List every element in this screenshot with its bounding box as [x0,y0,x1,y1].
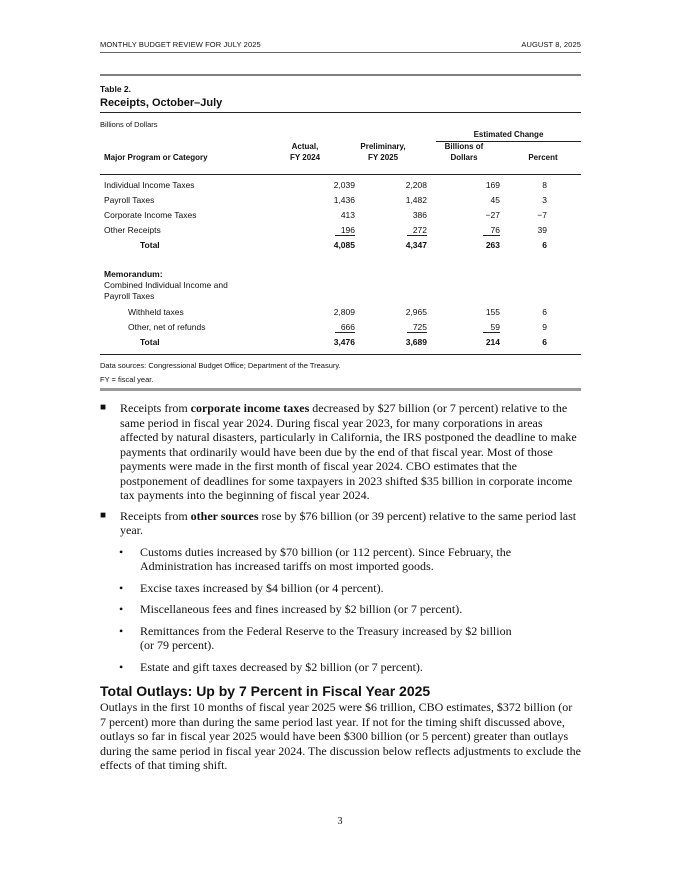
cell-prelim: 386 [412,210,427,220]
memo-line1: Combined Individual Income and [104,280,228,290]
spacer [100,254,581,269]
cell-percent: 8 [542,180,547,190]
table-header [100,130,581,174]
cell-prelim: 272 [407,225,427,236]
cell-actual: 4,085 [333,240,355,250]
total-label: Total [140,240,160,250]
memo-line2: Payroll Taxes [104,291,155,301]
prelim-header-line2: FY 2025 [367,153,399,162]
cell-prelim: 725 [407,322,427,333]
sub-bullet [100,660,581,675]
billions-header-line2: Dollars [450,153,478,162]
estimated-change-header: Estimated Change [436,130,581,142]
table-title: Receipts, October–July [100,97,581,113]
bullet-text: decreased by $27 billion (or 7 percent) relative to the same period in fiscal year 2024. During fiscal year 2023, for many corporations in areas affected by natural disasters, particularly in California, the IRS postponed the deadline to make payments that ordinarily would have been due by the end of that fiscal year. Most of those payments were made in the first month of fiscal year 2024. CBO estimates that the postponement of deadlines for some taxpayers in 2023 shifted $35 billion in corporate income tax payments into the beginning of fiscal year 2024. [120,401,577,502]
cell-prelim: 2,965 [405,307,427,317]
dot-bullet-icon: • [119,659,124,674]
actual-column-header [270,141,340,163]
running-header [100,40,581,53]
row-label: Corporate Income Taxes [104,210,197,220]
total-row [100,239,581,254]
bullet-bold-term: corporate income taxes [190,401,310,415]
cell-billions: 169 [485,180,500,190]
bullet-corporate [100,401,581,503]
table-row [100,209,581,224]
cell-percent: −7 [537,210,547,220]
table-row [100,224,581,239]
bullet-text: Receipts from [120,401,191,415]
row-label: Individual Income Taxes [104,180,195,190]
cell-billions: 214 [485,337,500,347]
sub-bullet [100,545,581,574]
cell-prelim: 1,482 [405,195,427,205]
row-label: Other, net of refunds [128,322,206,332]
cell-billions: 155 [485,307,500,317]
section-heading: Total Outlays: Up by 7 Percent in Fiscal Year 2025 [100,683,431,699]
dot-bullet-icon: • [119,544,124,559]
cell-percent: 6 [542,240,547,250]
category-column-header: Major Program or Category [104,153,208,162]
square-bullet-icon: ■ [100,509,107,521]
total-label: Total [140,337,160,347]
sub-bullet-text: Miscellaneous fees and fines increased by $2 billion (or 7 percent). [140,602,463,616]
cell-actual: 2,039 [333,180,355,190]
table-row [100,306,581,321]
cell-percent: 6 [542,337,547,347]
sub-bullet-text: Remittances from the Federal Reserve to the Treasury increased by $2 billion (or 79 percent). [140,623,512,652]
cell-prelim: 3,689 [405,337,427,347]
actual-header-line1: Actual, [291,142,319,151]
sub-bullet-text: Excise taxes increased by $4 billion (or 4 percent). [140,580,384,595]
cell-billions: 263 [485,240,500,250]
bullet-other-sources [100,509,581,538]
cell-prelim: 2,208 [405,180,427,190]
cell-actual: 413 [340,210,355,220]
billions-header-line1: Billions of [444,142,484,151]
sub-bullet-text: Estate and gift taxes decreased by $2 billion (or 7 percent). [140,659,423,674]
receipts-bullets [100,401,581,674]
page-number: 3 [337,816,343,827]
memorandum-heading [100,269,581,302]
cell-actual: 1,436 [333,195,355,205]
dot-bullet-icon: • [119,580,124,595]
dot-bullet-icon: • [119,623,124,638]
dot-bullet-icon: • [119,602,124,616]
preliminary-column-header [348,141,418,163]
section-paragraph: Outlays in the first 10 months of fiscal year 2025 were $6 trillion, CBO estimates, $372 billion (or 7 percent) more than during the same period last year. If not for the timing shift discussed above, outlays so far in fiscal year 2025 would have been $300 billion (or 5 percent) greater than outlays during the same period in fiscal year 2024. The discussion below reflects adjustments to exclude the effects of that timing shift. [100,700,581,772]
fy-note: FY = fiscal year. [100,375,154,384]
table-source [100,354,581,384]
table-top-rule [100,74,581,76]
table-row [100,321,581,336]
receipts-table [100,74,581,391]
cell-percent: 3 [542,195,547,205]
memo-title: Memorandum: [104,269,163,279]
header-date: AUGUST 8, 2025 [521,40,581,49]
billions-column-header [430,141,498,163]
cell-percent: 39 [537,225,547,235]
cell-billions: 76 [483,225,500,236]
bullet-bold-term: other sources [190,508,259,523]
cell-billions: −27 [485,210,500,220]
total-row [100,336,581,351]
bullet-text: Receipts from [120,508,191,523]
cell-prelim: 4,347 [405,240,427,250]
table-row [100,179,581,194]
row-label: Payroll Taxes [104,195,155,205]
cell-actual: 196 [335,225,355,236]
sub-bullet [100,581,581,596]
cell-billions: 59 [483,322,500,333]
row-label: Withheld taxes [128,307,184,317]
sub-bullet [100,602,581,617]
actual-header-line2: FY 2024 [289,153,321,162]
table-units: Billions of Dollars [100,120,158,129]
bullet-text: rose by $76 billion (or 39 percent) relative to the same period last year. [120,508,577,537]
cell-actual: 666 [335,322,355,333]
cell-actual: 2,809 [333,307,355,317]
sub-bullet-text: Customs duties increased by $70 billion (or 112 percent). Since February, the Administration has increased tariffs on most imported goods. [140,544,512,573]
table-bottom-rule [100,388,581,391]
cell-actual: 3,476 [333,337,355,347]
cell-percent: 9 [542,322,547,332]
cell-billions: 45 [490,195,500,205]
cell-percent: 6 [542,307,547,317]
source-note: Data sources: Congressional Budget Office; Department of the Treasury. [100,361,341,370]
sub-bullet [100,624,581,653]
square-bullet-icon: ■ [100,402,107,413]
table-number: Table 2. [100,84,132,94]
prelim-header-line1: Preliminary, [360,142,406,151]
percent-column-header: Percent [528,153,558,162]
row-label: Other Receipts [104,225,161,235]
table-row [100,194,581,209]
header-left: MONTHLY BUDGET REVIEW FOR JULY 2025 [100,40,261,49]
